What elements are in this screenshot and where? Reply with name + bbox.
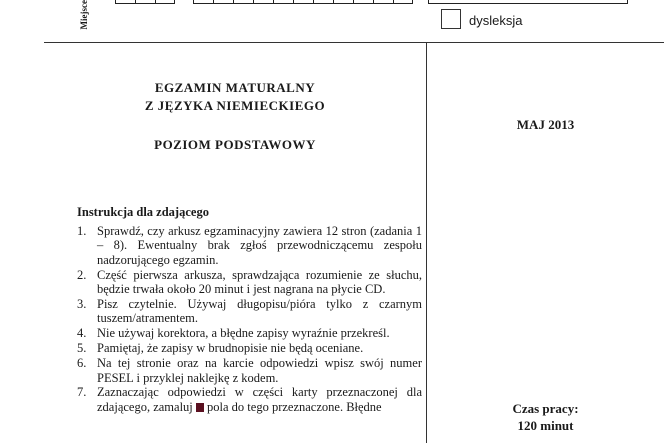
filled-square-icon: [196, 403, 204, 412]
code-box[interactable]: [115, 0, 135, 4]
pesel-box[interactable]: [313, 0, 333, 4]
pesel-box[interactable]: [293, 0, 313, 4]
code-boxes: [115, 0, 413, 4]
pesel-box[interactable]: [393, 0, 413, 4]
header-strip: [0, 0, 664, 44]
time-label: Czas pracy:: [512, 401, 579, 416]
exam-title: EGZAMIN MATURALNY: [154, 80, 316, 95]
pesel-box[interactable]: [273, 0, 293, 4]
code-box[interactable]: [155, 0, 175, 4]
pesel-box[interactable]: [353, 0, 373, 4]
sticker-box: [428, 0, 628, 4]
header-divider: [44, 42, 664, 43]
instructions-list: [77, 224, 422, 415]
code-box[interactable]: [135, 0, 155, 4]
pesel-box[interactable]: [253, 0, 273, 4]
list-item: 7. Zaznaczając odpowiedzi w części karty przeznaczonej dla zdającego, zamaluj pola do tego przeznaczone. Błędne: [77, 385, 422, 414]
list-item: 2. Część pierwsza arkusza, sprawdzająca rozumienie ze słuchu, będzie trwała około 20 minut i jest nagrana na płycie CD.: [77, 267, 422, 297]
pesel-box[interactable]: [233, 0, 253, 4]
list-item: 4. Nie używaj korektora, a błędne zapisy wyraźnie przekreśl.: [77, 326, 390, 341]
list-item: 5. Pamiętaj, że zapisy w brudnopisie nie będą oceniane.: [77, 341, 364, 356]
list-item: 3. Pisz czytelnie. Używaj długopisu/pióra tylko z czarnym tuszem/atramentem.: [77, 297, 422, 326]
column-divider: [426, 43, 427, 443]
exam-date: MAJ 2013: [516, 117, 575, 132]
dyslexia-label: dysleksja: [469, 13, 523, 28]
exam-level: POZIOM PODSTAWOWY: [154, 137, 316, 152]
pesel-box[interactable]: [213, 0, 233, 4]
pesel-box[interactable]: [333, 0, 353, 4]
exam-subject: Z JĘZYKA NIEMIECKIEGO: [144, 98, 326, 113]
time-value: 120 minut: [517, 418, 574, 433]
pesel-box[interactable]: [193, 0, 213, 4]
side-label: Miejsce: [79, 0, 89, 30]
pesel-box[interactable]: [373, 0, 393, 4]
list-item: 6. Na tej stronie oraz na karcie odpowiedzi wpisz swój numer PESEL i przyklej naklejkę z kodem.: [77, 356, 422, 385]
list-item: 1. Sprawdź, czy arkusz egzaminacyjny zawiera 12 stron (zadania 1 – 8). Ewentualny brak zgłoś przewodniczącemu zespołu nadzorującego egzamin.: [77, 224, 422, 267]
instructions-heading: Instrukcja dla zdającego: [77, 205, 209, 219]
dyslexia-checkbox[interactable]: [441, 9, 461, 29]
